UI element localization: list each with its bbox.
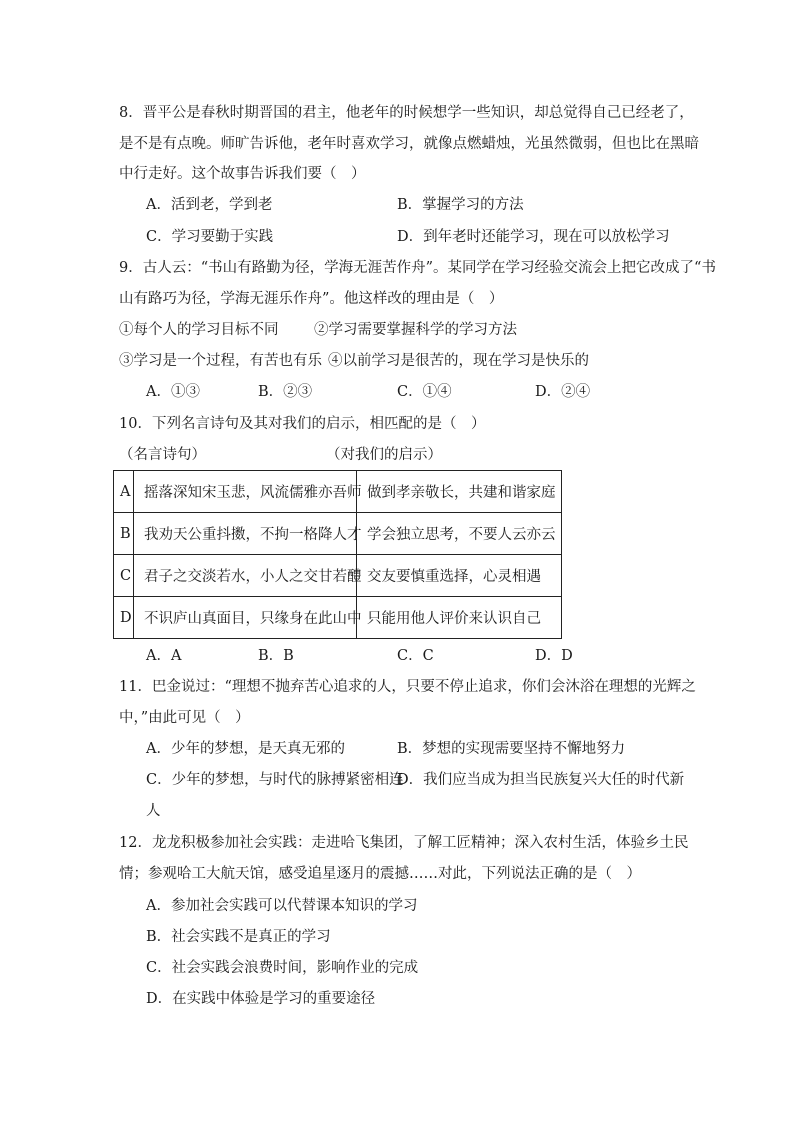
q10-text: 10．下列名言诗句及其对我们的启示，相匹配的是（ ） — [119, 416, 486, 432]
quote-cell: 摇落深知宋玉悲，风流儒雅亦吾师 — [134, 471, 357, 513]
q9-text-line-1: 9．古人云：“书山有路勤为径，学海无涯苦作舟”。某同学在学习经验交流会上把它改成了“书 — [119, 260, 716, 276]
q11-text-line-1: 11．巴金说过：“理想不抛弃苦心追求的人，只要不停止追求，你们会沐浴在理想的光辉之 — [119, 679, 696, 695]
q9-option-d[interactable]: D．②④ — [535, 384, 591, 400]
q10-header-right: （对我们的启示） — [326, 447, 442, 463]
q9-option-c[interactable]: C．①④ — [397, 384, 452, 400]
q10-option-b[interactable]: B．B — [258, 648, 294, 664]
q9-text-line-2: 山有路巧为径，学海无涯乐作舟”。他这样改的理由是（ ） — [119, 291, 504, 307]
q9-option-b[interactable]: B．②③ — [258, 384, 313, 400]
table-row — [114, 597, 562, 639]
q11-text-line-2: 中，”由此可见（ ） — [119, 710, 250, 726]
q11-option-c[interactable]: C．少年的梦想，与时代的脉搏紧密相连 — [146, 772, 404, 788]
q10-option-d[interactable]: D．D — [535, 648, 573, 664]
q11-option-a[interactable]: A．少年的梦想，是天真无邪的 — [146, 741, 345, 757]
lesson-cell: 交友要慎重选择，心灵相遇 — [357, 555, 562, 597]
q9-statement-3: ③学习是一个过程，有苦也有乐 — [119, 353, 322, 369]
q12-option-b[interactable]: B．社会实践不是真正的学习 — [146, 929, 331, 945]
q11-option-d[interactable]: D．我们应当成为担当民族复兴大任的时代新 — [397, 772, 685, 788]
q12-option-c[interactable]: C．社会实践会浪费时间，影响作业的完成 — [146, 960, 419, 976]
q9-statement-1: ①每个人的学习目标不同 — [119, 322, 279, 338]
lesson-cell: 只能用他人评价来认识自己 — [357, 597, 562, 639]
table-row — [114, 555, 562, 597]
table-row — [114, 471, 562, 513]
row-key: A — [114, 471, 134, 513]
q8-option-c[interactable]: C．学习要勤于实践 — [146, 229, 274, 245]
table-row — [114, 513, 562, 555]
q8-text-line-1: 8．晋平公是春秋时期晋国的君主，他老年的时候想学一些知识，却总觉得自己已经老了， — [119, 105, 694, 121]
q12-option-a[interactable]: A．参加社会实践可以代替课本知识的学习 — [146, 898, 418, 914]
row-key: D — [114, 597, 134, 639]
q10-option-c[interactable]: C．C — [397, 648, 434, 664]
q9-option-a[interactable]: A．①③ — [146, 384, 200, 400]
lesson-cell: 学会独立思考，不要人云亦云 — [357, 513, 562, 555]
row-key: C — [114, 555, 134, 597]
q8-text-line-2: 是不是有点晚。师旷告诉他，老年时喜欢学习，就像点燃蜡烛，光虽然微弱，但也比在黑暗 — [119, 136, 699, 152]
quote-cell: 不识庐山真面目，只缘身在此山中 — [134, 597, 357, 639]
q11-option-d-continued: 人 — [146, 803, 161, 819]
q8-text-line-3: 中行走好。这个故事告诉我们要（ ） — [119, 166, 366, 182]
q11-option-b[interactable]: B．梦想的实现需要坚持不懈地努力 — [397, 741, 626, 757]
q10-option-a[interactable]: A．A — [146, 648, 182, 664]
quote-cell: 我劝天公重抖擞，不拘一格降人才 — [134, 513, 357, 555]
q10-header-left: （名言诗句） — [119, 447, 206, 463]
q12-text-line-2: 情；参观哈工大航天馆，感受追星逐月的震撼……对此，下列说法正确的是（ ） — [119, 866, 641, 882]
row-key: B — [114, 513, 134, 555]
q12-option-d[interactable]: D．在实践中体验是学习的重要途径 — [146, 991, 376, 1007]
q9-statement-4: ④以前学习是很苦的，现在学习是快乐的 — [328, 353, 589, 369]
q8-option-a[interactable]: A．活到老，学到老 — [146, 197, 273, 213]
quote-cell: 君子之交淡若水，小人之交甘若醴 — [134, 555, 357, 597]
q9-statement-2: ②学习需要掌握科学的学习方法 — [314, 322, 517, 338]
lesson-cell: 做到孝亲敬长，共建和谐家庭 — [357, 471, 562, 513]
q8-option-d[interactable]: D．到年老时还能学习，现在可以放松学习 — [397, 229, 670, 245]
q8-option-b[interactable]: B．掌握学习的方法 — [397, 197, 524, 213]
q10-match-table — [113, 470, 562, 639]
q12-text-line-1: 12．龙龙积极参加社会实践：走进哈飞集团，了解工匠精神；深入农村生活，体验乡土民 — [119, 835, 689, 851]
